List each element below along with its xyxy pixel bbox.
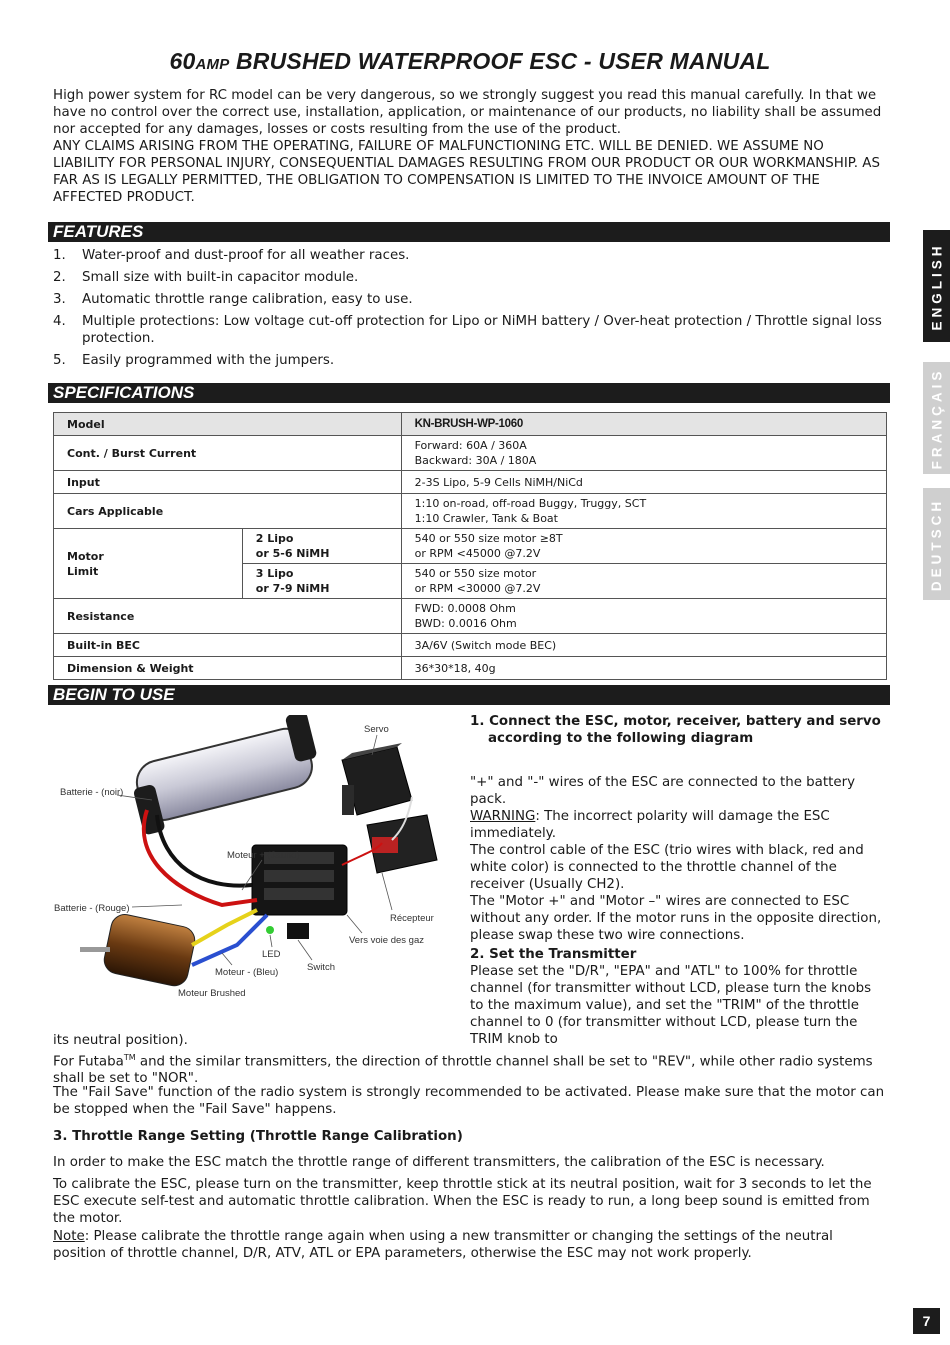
features-list [53, 247, 888, 374]
label-servo: Servo [364, 724, 389, 735]
step2-text: Please set the "D/R", "EPA" and "ATL" to 100% for throttle channel (for transmitter without LCD, please turn the knobs to the maximum value), and set the "TRIM" of the throttle channel to 0 (for transmitter without LCD, please turn the TRIM knob to [470, 964, 872, 1047]
step1-title: 1. Connect the ESC, motor, receiver, battery and servo according to the following diagram [470, 714, 881, 746]
tab-deutsch[interactable]: DEUTSCH [923, 488, 950, 600]
label-batterie-noir: Batterie - (noir) [60, 787, 124, 798]
page-title: 60AMP BRUSHED WATERPROOF ESC - USER MANUAL [169, 48, 771, 74]
table-row: Built-in BEC 3A/6V (Switch mode BEC) [54, 634, 887, 657]
step3-text-1: In order to make the ESC match the throttle range of different transmitters, the calibration of the ESC is necessary. [53, 1155, 825, 1170]
step3-title: 3. Throttle Range Setting (Throttle Range Calibration) [53, 1129, 463, 1144]
list-item: 2. Small size with built-in capacitor module. [53, 270, 359, 285]
tab-english[interactable]: ENGLISH [923, 230, 950, 342]
begin-heading: BEGIN TO USE [48, 685, 890, 705]
specifications-table [53, 412, 887, 680]
table-row: 3 Lipo or 7-9 NiMH 540 or 550 size motor or RPM <30000 @7.2V [54, 564, 887, 599]
disclaimer-paragraph: ANY CLAIMS ARISING FROM THE OPERATING, FAILURE OF MALFUNCTIONING ETC. WILL BE DENIED. WE ASSUME NO LIABILITY FOR PERSONAL INJURY, CONSEQUENTIAL DAMAGES RESULTING FROM OUR PRODUCT OR OUR WORKMANSHIP. AS FAR AS IS LEGALLY PERMITTED, THE OBLIGATION TO COMPENSATION IS LIMITED TO THE INVOICE AMOUNT OF THE AFFECTED PRODUCT. [53, 139, 880, 205]
failsave-paragraph: The "Fail Save" function of the radio system is strongly recommended to be activated. Please make sure that the motor can be stopped when the "Fail Save" happens. [53, 1085, 885, 1117]
label-recepteur: Récepteur [390, 913, 434, 924]
label-moteur-bleu: Moteur - (Bleu) [215, 967, 279, 978]
step3-text-2: To calibrate the ESC, please turn on the transmitter, keep throttle stick at its neutral position, wait for 3 seconds to let the ESC execute self-test and automatic throttle calibration. When the ESC is ready to run, a long beep sound is emitted from the motor. [53, 1177, 872, 1226]
receiver [367, 815, 437, 873]
list-item: 5. Easily programmed with the jumpers. [53, 353, 335, 368]
futaba-paragraph: For Futaba™ and the similar transmitters, the direction of throttle channel shall be set to "REV", while other radio systems shall be set to "NOR". [53, 1053, 873, 1087]
list-item: 4. Multiple protections: Low voltage cut-off protection for Lipo or NiMH battery / Over-heat protection / Throttle signal loss protection. [53, 314, 882, 346]
list-item: 1. Water-proof and dust-proof for all weather races. [53, 248, 410, 263]
wiring-diagram [52, 715, 447, 1005]
table-row: Cars Applicable 1:10 on-road, off-road Buggy, Truggy, SCT 1:10 Crawler, Tank & Boat [54, 494, 887, 529]
table-row: Model KN-BRUSH-WP-1060 [54, 413, 887, 436]
step2-title: 2. Set the Transmitter [470, 947, 637, 962]
features-heading: FEATURES [48, 222, 890, 242]
step2-text-cont: its neutral position). [53, 1033, 188, 1048]
label-batterie-rouge: Batterie - (Rouge) [54, 903, 130, 914]
list-item: 3. Automatic throttle range calibration, easy to use. [53, 292, 413, 307]
page-number: 7 [913, 1308, 940, 1334]
servo [342, 743, 412, 815]
label-vers-voie: Vers voie des gaz [349, 935, 424, 946]
battery-pack [132, 715, 317, 836]
intro-paragraph: High power system for RC model can be very dangerous, so we strongly suggest you read this manual carefully. In that we have no control over the correct use, installation, application, or maintenance of our products, no liability shall be assumed nor accepted for any damages, losses or costs resulting from the use of the product. [53, 88, 882, 137]
specifications-heading: SPECIFICATIONS [48, 383, 890, 403]
label-switch: Switch [307, 962, 335, 973]
table-row: Input 2-3S Lipo, 5-9 Cells NiMH/NiCd [54, 471, 887, 494]
step1-text: "+" and "-" wires of the ESC are connected to the battery pack. WARNING: The incorrect polarity will damage the ESC immediately. The control cable of the ESC (trio wires with black, red and white color) is connected to the throttle channel of the receiver (Usually CH2). The "Motor +" and "Motor –" wires are connected to ESC without any order. If the motor runs in the opposite direction, please swap these two wire connections. [470, 775, 882, 943]
label-moteur-jaune: Moteur + (Jaune) [227, 850, 300, 861]
label-led: LED [262, 949, 281, 960]
table-row: Dimension & Weight 36*30*18, 40g [54, 657, 887, 680]
table-row: Cont. / Burst Current Forward: 60A / 360A Backward: 30A / 180A [54, 436, 887, 471]
brushed-motor [80, 912, 197, 988]
label-moteur-brushed: Moteur Brushed [178, 988, 246, 999]
table-row: Motor Limit 2 Lipo or 5-6 NiMH 540 or 550 size motor ≥8T or RPM <45000 @7.2V [54, 529, 887, 564]
tab-francais[interactable]: FRANÇAIS [923, 362, 950, 474]
table-row: Resistance FWD: 0.0008 Ohm BWD: 0.0016 Ohm [54, 599, 887, 634]
step3-note: Note: Please calibrate the throttle range again when using a new transmitter or changing the settings of the neutral position of throttle channel, D/R, ATV, ATL or EPA parameters, otherwise the ESC may not work properly. [53, 1229, 833, 1261]
